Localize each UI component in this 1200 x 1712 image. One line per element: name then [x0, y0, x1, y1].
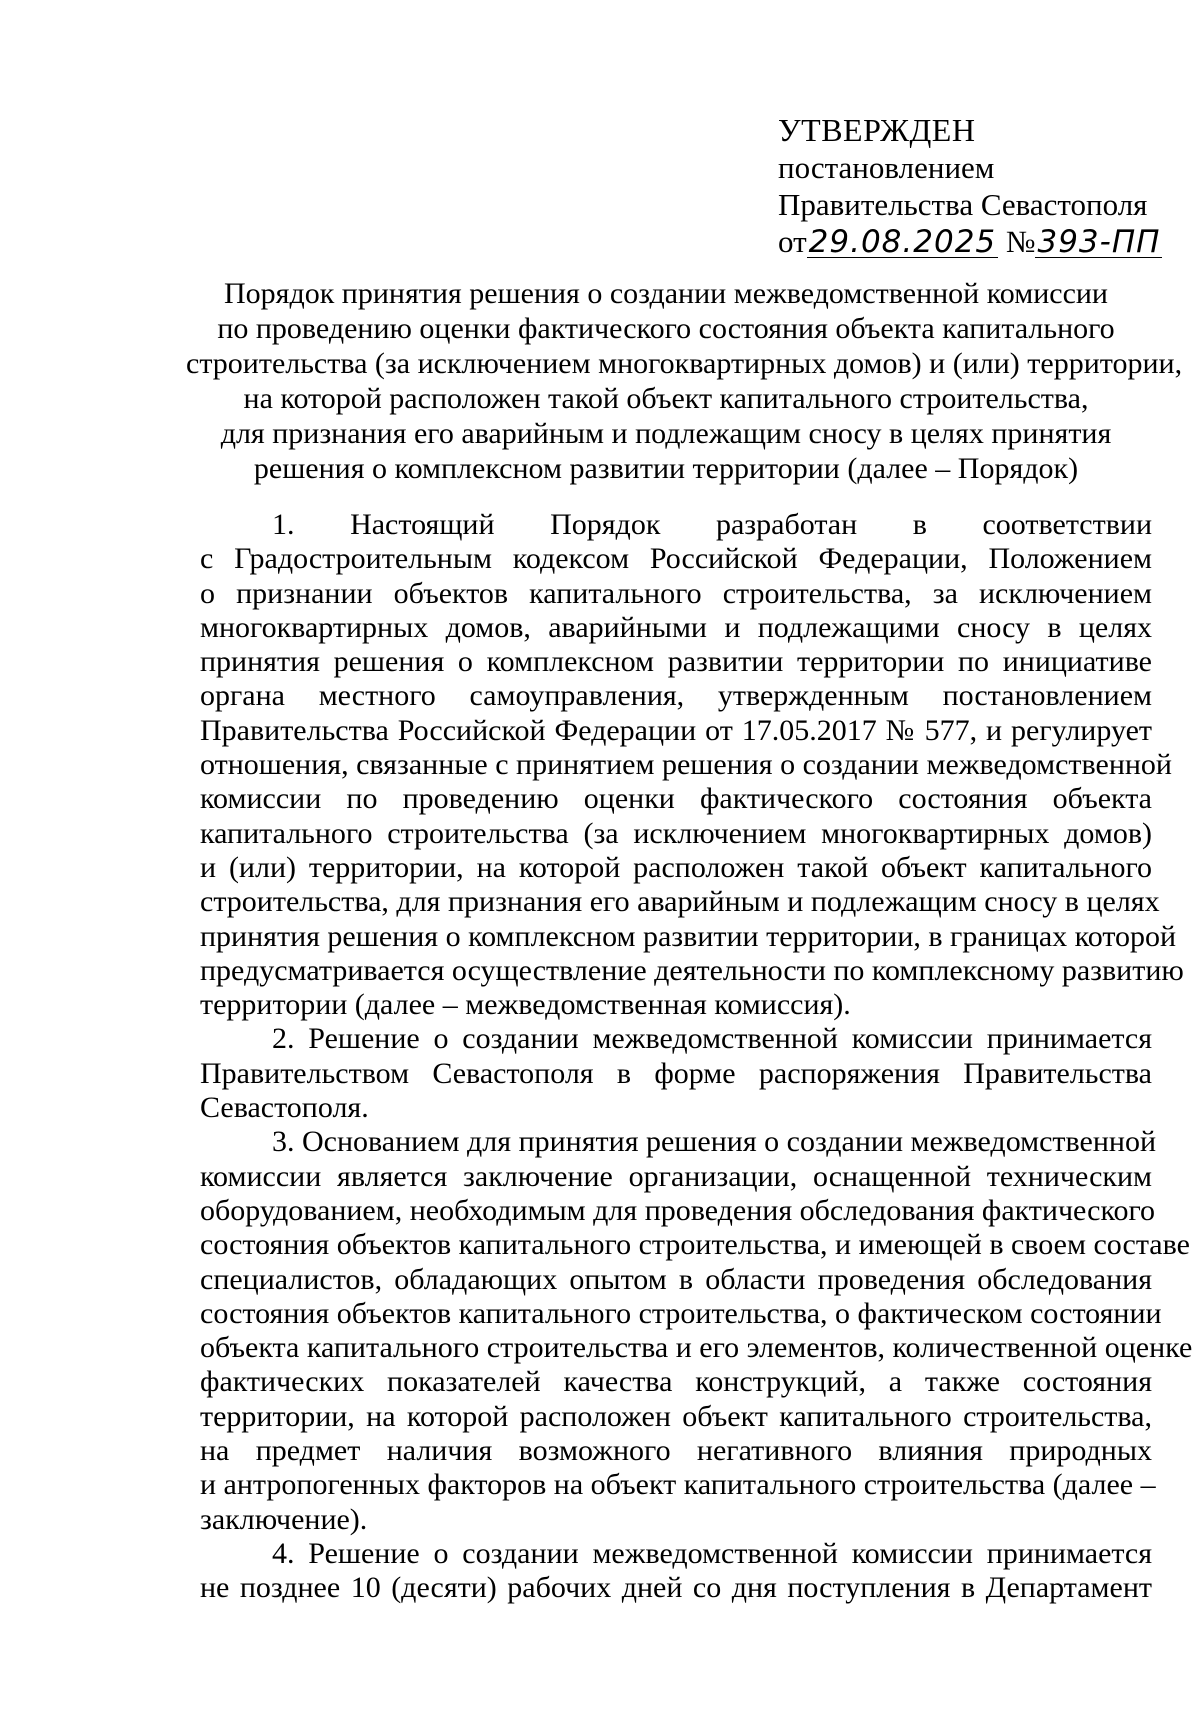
paragraph-2-line: Севастополя. — [200, 1091, 369, 1125]
paragraph-1-line: о признании объектов капитального строительства, за исключением — [200, 576, 1152, 610]
paragraph-3-line: территории, на которой расположен объект капитального строительства, — [200, 1399, 1152, 1433]
paragraph-3-line: заключение). — [200, 1502, 368, 1536]
paragraph-1-line: и (или) территории, на которой расположен такой объект капитального — [200, 850, 1152, 884]
approval-line-1: постановлением — [778, 150, 995, 185]
paragraph-1-line: капитального строительства (за исключением многоквартирных домов) — [200, 816, 1152, 850]
paragraph-1-line: территории (далее – межведомственная комиссия). — [200, 988, 851, 1022]
paragraph-1-line: принятия решения о комплексном развитии территории по инициативе — [200, 645, 1152, 679]
paragraph-3-line: и антропогенных факторов на объект капитального строительства (далее – — [200, 1468, 1156, 1502]
title-line: по проведению оценки фактического состояния объекта капитального — [217, 312, 1115, 345]
paragraph-4-line: не позднее 10 (десяти) рабочих дней со дня поступления в Департамент — [200, 1571, 1152, 1605]
approval-date-line — [778, 223, 1162, 260]
paragraph-1-line: Правительства Российской Федерации от 17.05.2017 № 577, и регулирует — [200, 713, 1152, 747]
paragraph-3-line: комиссии является заключение организации, оснащенной техническим — [200, 1159, 1152, 1193]
paragraph-1-line: 1. Настоящий Порядок разработан в соответствии — [272, 508, 1152, 541]
paragraph-4-line: 4. Решение о создании межведомственной комиссии принимается — [272, 1536, 1152, 1570]
number-prefix: № — [1005, 224, 1036, 259]
paragraph-3-line: оборудованием, необходимым для проведения обследования фактического — [200, 1193, 1156, 1227]
paragraph-3-line: состояния объектов капитального строительства, и имеющей в своем составе — [200, 1228, 1190, 1262]
approval-line-2: Правительства Севастополя — [778, 187, 1148, 222]
paragraph-3-line: на предмет наличия возможного негативного влияния природных — [200, 1434, 1152, 1468]
paragraph-1-line: отношения, связанные с принятием решения о создании межведомственной — [200, 748, 1172, 782]
handwritten-number: 393-ПП — [1037, 224, 1161, 260]
paragraph-1-line: строительства, для признания его аварийным и подлежащим сносу в целях — [200, 885, 1160, 919]
paragraph-3-line: объекта капитального строительства и его элементов, количественной оценке — [200, 1331, 1193, 1365]
approval-title: УТВЕРЖДЕН — [778, 112, 976, 148]
document-title — [186, 276, 1183, 486]
title-line: Порядок принятия решения о создании межведомственной комиссии — [223, 277, 1108, 310]
paragraph-2-line: Правительством Севастополя в форме распоряжения Правительства — [200, 1056, 1152, 1090]
date-prefix: от — [778, 224, 807, 259]
approval-stamp — [778, 112, 1162, 260]
paragraph-3-line: 3. Основанием для принятия решения о создании межведомственной — [272, 1125, 1157, 1159]
title-line: на которой расположен такой объект капитального строительства, — [243, 382, 1089, 415]
paragraph-1-line: предусматривается осуществление деятельности по комплексному развитию — [200, 953, 1184, 987]
paragraph-2-line: 2. Решение о создании межведомственной комиссии принимается — [272, 1022, 1152, 1056]
paragraph-1-line: комиссии по проведению оценки фактического состояния объекта — [200, 782, 1152, 816]
paragraph-1-line: органа местного самоуправления, утвержденным постановлением — [200, 679, 1152, 713]
paragraph-1-line: принятия решения о комплексном развитии территории, в границах которой — [200, 919, 1177, 953]
paragraph-3-line: состояния объектов капитального строительства, о фактическом состоянии — [200, 1296, 1162, 1330]
title-line: для признания его аварийным и подлежащим сносу в целях принятия — [220, 417, 1112, 450]
title-line: решения о комплексном развитии территории (далее – Порядок) — [253, 452, 1079, 485]
document-body — [200, 508, 1193, 1606]
paragraph-1-line: многоквартирных домов, аварийными и подлежащими сносу в целях — [200, 610, 1152, 644]
title-line: строительства (за исключением многоквартирных домов) и (или) территории, — [186, 347, 1183, 380]
paragraph-1-line: с Градостроительным кодексом Российской Федерации, Положением — [200, 542, 1152, 576]
paragraph-3-line: фактических показателей качества конструкций, а также состояния — [200, 1365, 1152, 1399]
handwritten-date: 29.08.2025 — [808, 224, 997, 260]
paragraph-3-line: специалистов, обладающих опытом в области проведения обследования — [200, 1262, 1152, 1296]
